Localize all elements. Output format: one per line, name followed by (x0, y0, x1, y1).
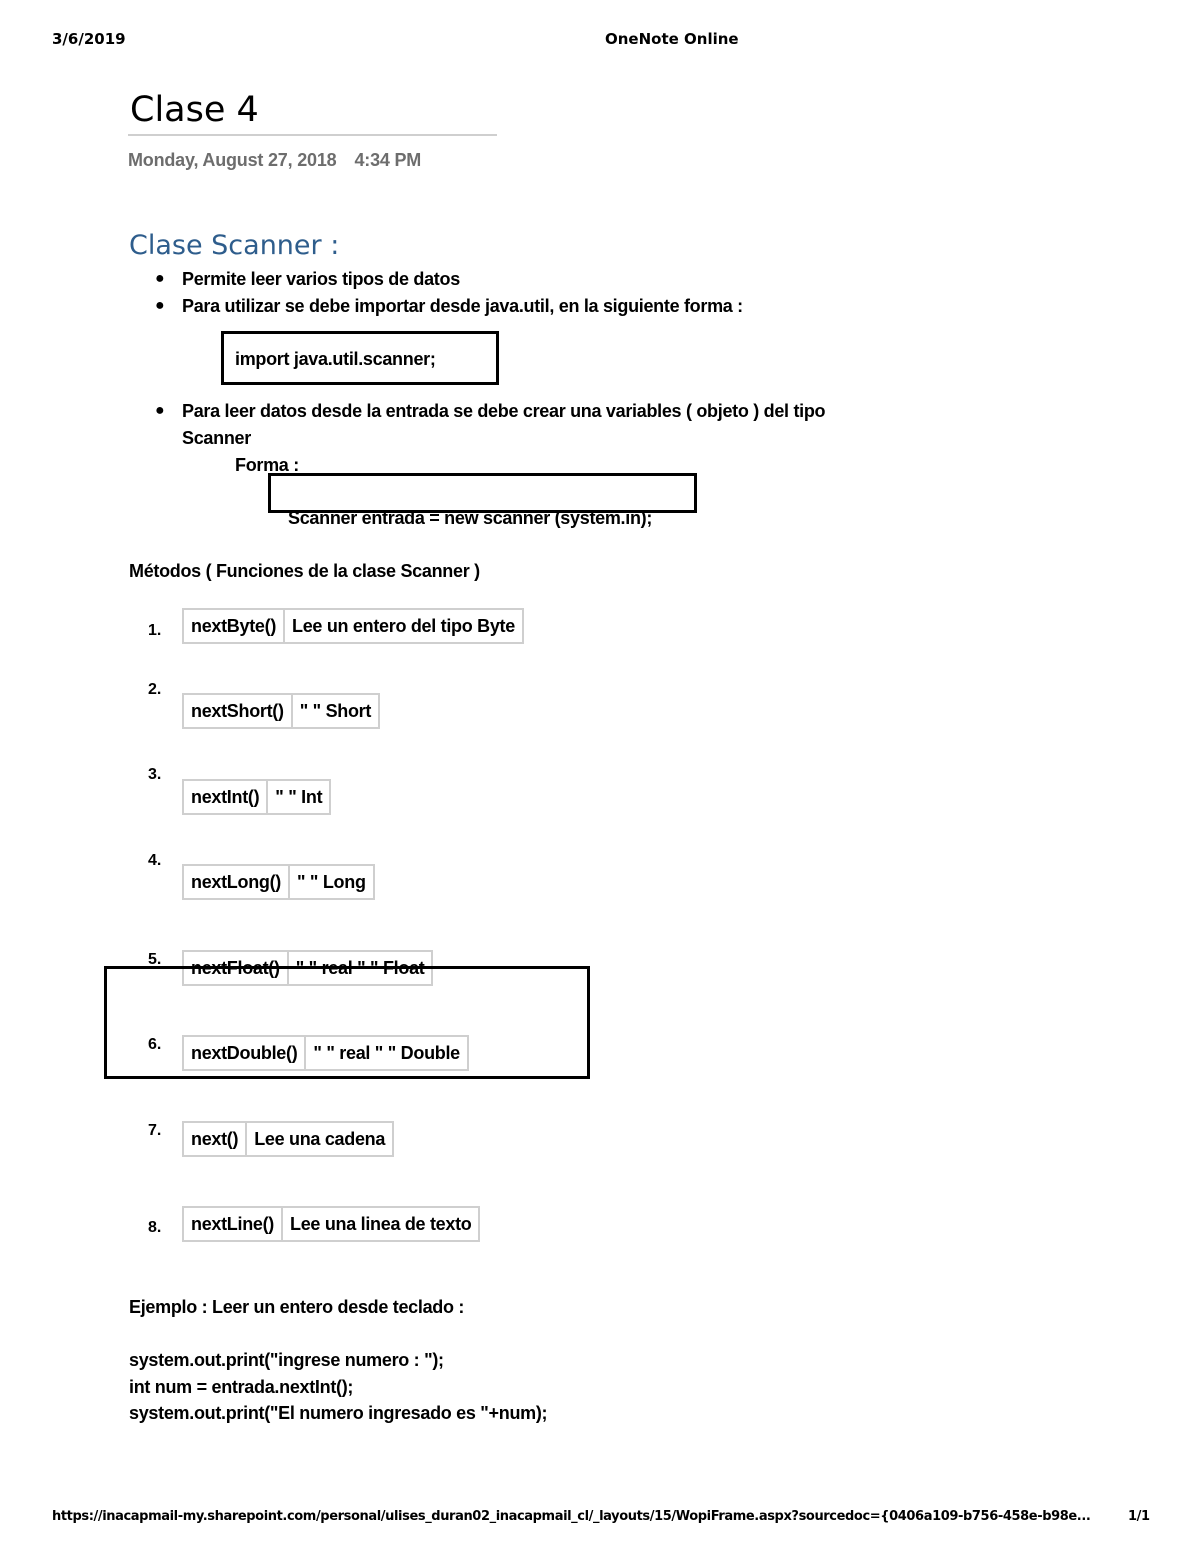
page-date: Monday, August 27, 2018 (128, 150, 337, 170)
method-name: nextLong() (191, 872, 281, 892)
method-desc: Lee una linea de texto (281, 1208, 478, 1240)
example-heading: Ejemplo : Leer un entero desde teclado : (129, 1297, 465, 1317)
page-title: Clase 4 (130, 90, 259, 130)
print-date: 3/6/2019 (52, 30, 126, 48)
method-desc: Lee una cadena (245, 1123, 392, 1155)
method-desc: " " Short (291, 695, 378, 727)
forma-label: Forma : (235, 455, 299, 475)
scanner-code: Scanner entrada = new scanner (system.in); (288, 508, 653, 528)
method-number: 5. (148, 951, 162, 968)
bullet-1: Permite leer varios tipos de datos (182, 269, 460, 289)
method-number: 6. (148, 1036, 162, 1053)
method-row (182, 1035, 469, 1071)
import-code: import java.util.scanner; (235, 349, 436, 369)
bullet-2: Para utilizar se debe importar desde java.util, en la siguiente forma : (182, 296, 743, 316)
method-row (182, 864, 375, 900)
method-desc: Lee un entero del tipo Byte (283, 610, 522, 642)
method-number: 2. (148, 681, 162, 698)
code-line: system.out.print("ingrese numero : "); (129, 1350, 444, 1370)
method-number: 3. (148, 766, 162, 783)
bullet-icon: ● (155, 270, 165, 287)
methods-heading: Métodos ( Funciones de la clase Scanner ) (129, 561, 480, 581)
print-page-count: 1/1 (1128, 1509, 1150, 1524)
method-number: 8. (148, 1219, 162, 1236)
method-row (182, 1121, 394, 1157)
method-desc: " " real " " Double (304, 1037, 466, 1069)
method-number: 7. (148, 1122, 162, 1139)
section-heading: Clase Scanner : (129, 230, 340, 261)
bullet-icon: ● (155, 297, 165, 314)
method-number: 4. (148, 852, 162, 869)
method-name: nextInt() (191, 787, 260, 807)
method-name: nextDouble() (191, 1043, 298, 1063)
print-url: https://inacapmail-my.sharepoint.com/personal/ulises_duran02_inacapmail_cl/_layouts/15/WopiFrame.aspx?sourcedoc={0406a109-b756-458e-b98e... (52, 1509, 1091, 1524)
page-time: 4:34 PM (354, 150, 422, 170)
method-row (182, 1206, 480, 1242)
method-name: nextLine() (191, 1214, 275, 1234)
method-name: nextFloat() (191, 958, 280, 978)
bullet-3-continuation: Scanner (182, 428, 251, 448)
method-row (182, 779, 331, 815)
scanner-box (268, 473, 697, 513)
page-timestamp (128, 150, 439, 171)
method-row (182, 608, 524, 644)
method-row (182, 693, 380, 729)
bullet-icon: ● (155, 402, 165, 419)
bullet-3: Para leer datos desde la entrada se debe crear una variables ( objeto ) del tipo (182, 401, 826, 421)
code-line: system.out.print("El numero ingresado es "+num); (129, 1403, 548, 1423)
method-name: nextByte() (191, 616, 277, 636)
method-number: 1. (148, 622, 162, 639)
method-desc: " " Long (288, 866, 373, 898)
method-desc: " " real " " Float (287, 952, 432, 984)
print-app-title: OneNote Online (605, 30, 739, 48)
code-line: int num = entrada.nextInt(); (129, 1376, 354, 1397)
example-code (129, 1347, 547, 1427)
title-underline (128, 134, 497, 136)
method-name: next() (191, 1129, 239, 1149)
method-desc: " " Int (266, 781, 329, 813)
method-name: nextShort() (191, 701, 284, 721)
